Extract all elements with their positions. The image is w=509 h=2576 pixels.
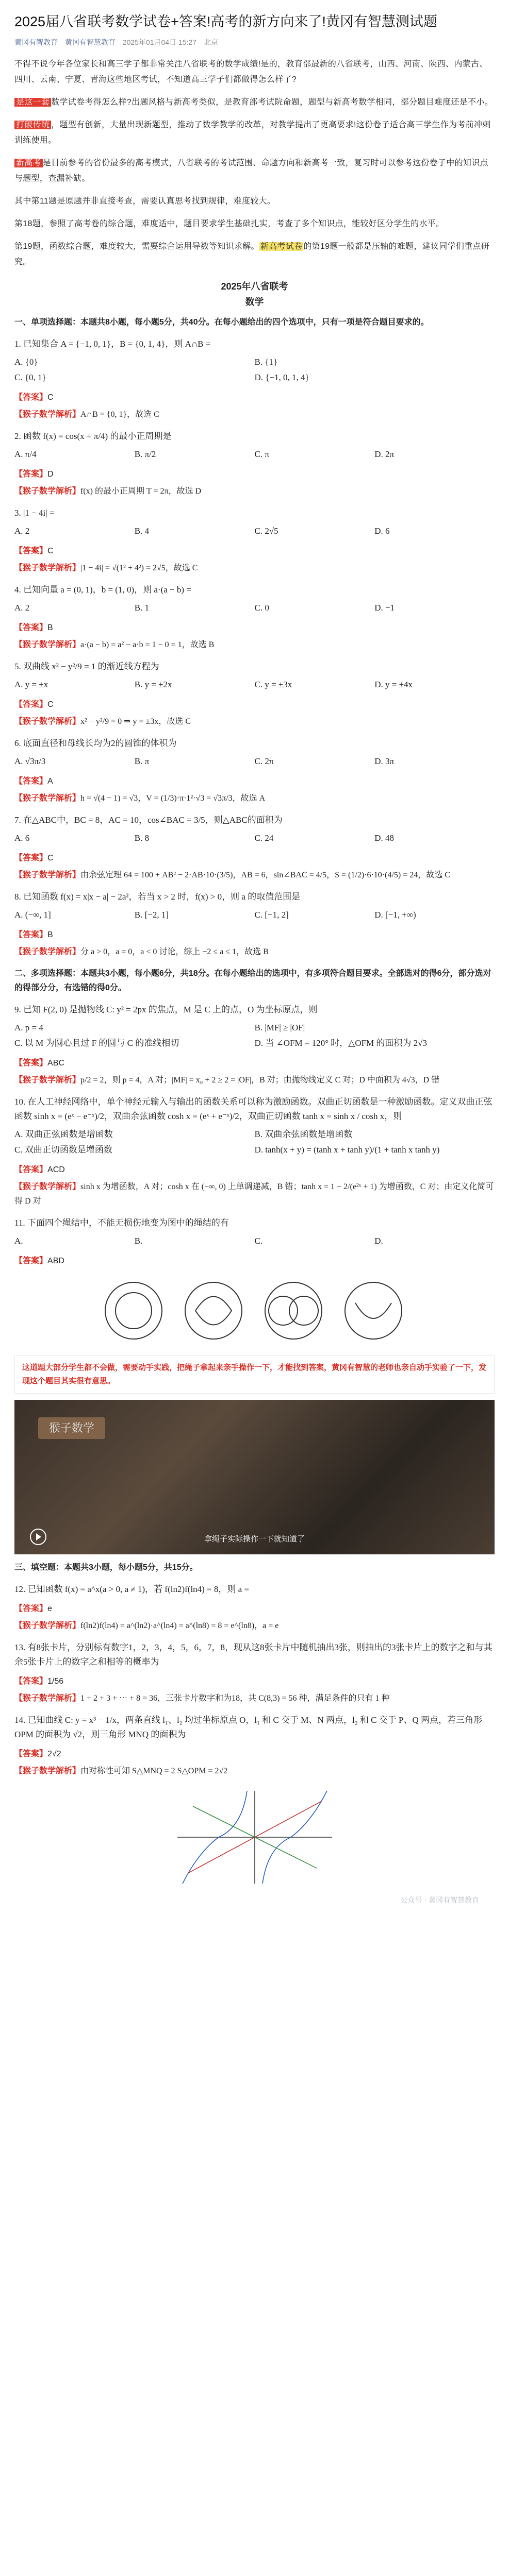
analysis-label: 【猴子数学解析】 <box>14 1767 81 1775</box>
analysis-label: 【猴子数学解析】 <box>14 487 81 496</box>
answer-line <box>14 774 495 786</box>
analysis-label: 【猴子数学解析】 <box>14 1076 81 1084</box>
question-options <box>14 907 495 923</box>
analysis-label: 【猴子数学解析】 <box>14 640 81 649</box>
answer-line <box>14 1056 495 1068</box>
answer-value: C <box>47 393 54 402</box>
analysis-line <box>14 484 495 499</box>
option-item: A. √3π/3 <box>14 756 46 766</box>
analysis-line <box>14 945 495 959</box>
publish-location: 北京 <box>203 38 218 46</box>
option-item: B. {1} <box>254 357 278 367</box>
answer-line <box>14 1163 495 1175</box>
analysis-text: sinh x 为增函数，A 对；cosh x 在 (−∞, 0) 上单调递减，B 错；tanh x = 1 − 2/(e²ˣ + 1) 为增函数，C 对；由定义化简可得 D 对 <box>14 1182 494 1206</box>
question-stem: 2. 函数 f(x) = cos(x + π/4) 的最小正周期是 <box>14 431 172 441</box>
option-item: C. 24 <box>254 833 274 843</box>
option-item: A. y = ±x <box>14 680 48 689</box>
analysis-line <box>14 638 495 652</box>
option-item: A. <box>14 1236 23 1246</box>
option-item: C. <box>254 1236 263 1246</box>
option-item: C. {0, 1} <box>14 372 46 382</box>
question-block <box>14 659 495 729</box>
option-item: A. π/4 <box>14 449 37 459</box>
answer-value: C <box>47 547 54 555</box>
answer-line <box>14 928 495 940</box>
analysis-label: 【猴子数学解析】 <box>14 410 81 419</box>
answer-label: 【答案】 <box>14 1750 48 1758</box>
option-item: C. 0 <box>254 603 269 613</box>
analysis-label: 【猴子数学解析】 <box>14 1694 81 1703</box>
analysis-label: 【猴子数学解析】 <box>14 717 81 726</box>
question-block <box>14 337 495 422</box>
analysis-text: 1 + 2 + 3 + ⋯ + 8 = 36，三张卡片数字和为18，共 C(8,3) = 56 种，满足条件的只有 1 种 <box>80 1694 390 1703</box>
highlight: 打破传统 <box>14 121 51 129</box>
option-item: D. −1 <box>374 603 395 613</box>
watermark: 公众号 · 黄冈有智慧教育 <box>400 1896 479 1904</box>
analysis-label: 【猴子数学解析】 <box>14 871 81 879</box>
analysis-label: 【猴子数学解析】 <box>14 1182 81 1191</box>
answer-value: 1/56 <box>47 1677 64 1686</box>
question-stem: 5. 双曲线 x² − y²/9 = 1 的渐近线方程为 <box>14 662 159 671</box>
question-block <box>14 1582 495 1633</box>
answer-line <box>14 391 495 402</box>
question-options <box>14 677 495 692</box>
question-options <box>14 831 495 846</box>
question-block <box>14 890 495 959</box>
question-list-multi <box>14 1003 495 1266</box>
intro-paragraph: 是这一套 数学试卷考得怎么样?出题风格与新高考类似，是教育部考试院命题，题型与新高考数学相同，部分题目难度还是不小。 <box>14 95 495 110</box>
option-item: C. 双曲正切函数是增函数 <box>14 1145 112 1155</box>
answer-value: C <box>47 854 54 862</box>
analysis-line <box>14 1764 495 1778</box>
analysis-text: f(x) 的最小正周期 T = 2π，故选 D <box>80 487 202 496</box>
answer-label: 【答案】 <box>14 470 48 479</box>
question-options <box>14 523 495 539</box>
analysis-line <box>14 715 495 729</box>
question-options <box>14 447 495 462</box>
question-options <box>14 1127 495 1158</box>
answer-label: 【答案】 <box>14 1604 48 1613</box>
analysis-text: x² − y²/9 = 0 ⇒ y = ±3x，故选 C <box>80 717 191 726</box>
question-block <box>14 1003 495 1088</box>
option-item: B. 1 <box>134 603 150 613</box>
option-item: C. π <box>254 449 269 459</box>
option-item: B. π <box>134 756 150 766</box>
question-block <box>14 1095 495 1209</box>
question-block <box>14 506 495 575</box>
intro-paragraph: 打破传统 ，题型有创新，大量出现新题型，推动了数学教学的改革，对教学提出了更高要求!这份卷子适合高三学生作为考前冲刺训练使用。 <box>14 121 491 145</box>
option-item: A. (−∞, 1] <box>14 910 51 920</box>
intro-paragraph: 第19题，函数综合题，难度较大，需要综合运用导数等知识求解。 新高考试卷 的第19题一般都是压轴的难题，建议同学们重点研究。 <box>14 242 490 266</box>
analysis-text: 由对称性可知 S△MNQ = 2 S△OPM = 2√2 <box>80 1767 228 1775</box>
question-stem: 14. 已知曲线 C: y = x³ − 1/x，两条直线 l₁、l₂ 均过坐标原点 O，l₁ 和 C 交于 M、N 两点，l₂ 和 C 交于 P、Q 两点，若三角形 OPM 的面积为 √2，则三角形 MNQ 的面积为 <box>14 1715 482 1739</box>
analysis-line <box>14 791 495 806</box>
option-item: D. 48 <box>374 833 395 843</box>
question-block <box>14 813 495 883</box>
option-item: A. 2 <box>14 603 30 613</box>
analysis-note: 这道题大部分学生都不会做，需要动手实践，把绳子拿起来亲手操作一下，才能找到答案，黄冈有智慧的老师也亲自动手实验了一下，发现这个题目其实很有意思。 <box>14 1355 495 1394</box>
option-item: B. 4 <box>134 526 150 536</box>
article-title: 2025届八省联考数学试卷+答案!高考的新方向来了!黄冈有智慧测试题 <box>14 14 437 29</box>
answer-label: 【答案】 <box>14 393 48 402</box>
option-item: D. <box>374 1236 383 1246</box>
question-options <box>14 754 495 769</box>
option-item: B. 8 <box>134 833 150 843</box>
exam-title: 2025年八省联考 <box>221 281 288 292</box>
analysis-line <box>14 1691 495 1706</box>
option-item: B. 双曲余弦函数是增函数 <box>254 1129 353 1139</box>
answer-line <box>14 1254 495 1266</box>
analysis-line <box>14 1180 495 1209</box>
publisher-link[interactable]: 黄冈有智慧教育 <box>64 38 116 46</box>
answer-label: 【答案】 <box>14 1677 48 1686</box>
question-stem: 10. 在人工神经网络中，单个神经元输入与输出的函数关系可以称为激励函数。双曲正切函数是一种激励函数。定义双曲正弦函数 sinh x = (eˣ − e⁻ˣ)/2，双曲余弦函数 cosh x = (eˣ + e⁻ˣ)/2，双曲正切函数 tanh x = sinh x / cosh x，则 <box>14 1097 492 1121</box>
answer-line <box>14 851 495 863</box>
analysis-text: f(ln2)f(ln4) = a^(ln2)·a^(ln4) = a^(ln8) = 8 = e^(ln8)，a = e <box>80 1621 279 1630</box>
answer-label: 【答案】 <box>14 700 48 709</box>
answer-line <box>14 698 495 709</box>
option-item: D. 2π <box>374 449 395 459</box>
question-stem: 4. 已知向量 a = (0, 1)，b = (1, 0)，则 a·(a − b) = <box>14 585 191 595</box>
curve-diagram <box>172 1786 337 1889</box>
option-item: C. y = ±3x <box>254 680 292 689</box>
option-item: A. 6 <box>14 833 30 843</box>
answer-label: 【答案】 <box>14 777 48 786</box>
answer-label: 【答案】 <box>14 1059 48 1067</box>
question-options <box>14 354 495 385</box>
article-meta <box>14 37 495 47</box>
option-item: B. <box>134 1236 143 1246</box>
intro-paragraph: 第18题，参照了高考卷的综合题，难度适中，题目要求学生基础扎实，考查了多个知识点，能较好区分学生的水平。 <box>14 219 445 228</box>
option-item: D. [−1, +∞) <box>374 910 416 920</box>
analysis-line <box>14 408 495 422</box>
question-stem: 7. 在△ABC中，BC = 8，AC = 10，cos∠BAC = 3/5，则△ABC的面积为 <box>14 815 283 825</box>
answer-value: B <box>47 930 53 939</box>
option-item: D. {−1, 0, 1, 4} <box>254 372 309 382</box>
option-item: A. p = 4 <box>14 1023 43 1032</box>
analysis-text: 分 a > 0，a = 0，a < 0 讨论，综上 −2 ≤ a ≤ 1，故选 B <box>80 947 269 956</box>
answer-value: A <box>47 777 53 786</box>
option-item: A. 双曲正弦函数是增函数 <box>14 1129 113 1139</box>
answer-value: ABC <box>47 1059 64 1067</box>
option-item: A. {0} <box>14 357 38 367</box>
section-heading: 三、填空题：本题共3小题，每小题5分，共15分。 <box>14 1563 198 1572</box>
analysis-label: 【猴子数学解析】 <box>14 794 81 803</box>
analysis-line <box>14 868 495 883</box>
answer-value: B <box>47 623 53 632</box>
analysis-text: p/2 = 2，则 p = 4，A 对；|MF| = x₀ + 2 ≥ 2 = |OF|，B 对；由抛物线定义 C 对；D 中面积为 4√3，D 错 <box>80 1076 440 1084</box>
publish-date: 2025年01月04日 15:27 <box>122 38 196 46</box>
question-list-fill <box>14 1582 495 1778</box>
analysis-label: 【猴子数学解析】 <box>14 564 81 572</box>
option-item: D. tanh(x + y) = (tanh x + tanh y)/(1 + tanh x tanh y) <box>254 1145 440 1155</box>
option-item: A. 2 <box>14 526 30 536</box>
question-stem: 9. 已知 F(2, 0) 是抛物线 C: y² = 2px 的焦点，M 是 C 上的点，O 为坐标原点，则 <box>14 1005 318 1014</box>
highlight: 新高考试卷 <box>260 242 303 251</box>
author-link[interactable]: 黄冈有智教育 <box>14 38 58 46</box>
option-item: C. [−1, 2] <box>254 910 289 920</box>
analysis-line <box>14 1619 495 1633</box>
option-item: B. [−2, 1] <box>134 910 169 920</box>
answer-label: 【答案】 <box>14 1257 48 1265</box>
answer-line <box>14 467 495 479</box>
answer-value: C <box>47 700 54 709</box>
answer-line <box>14 1602 495 1614</box>
question-stem: 3. |1 − 4i| = <box>14 508 55 518</box>
question-block <box>14 1640 495 1706</box>
answer-label: 【答案】 <box>14 1165 48 1174</box>
analysis-text: 由余弦定理 64 = 100 + AB² − 2·AB·10·(3/5)，AB = 6，sin∠BAC = 4/5，S = (1/2)·6·10·(4/5) = 24，故选 C <box>80 871 450 879</box>
analysis-text: a·(a − b) = a² − a·b = 1 − 0 = 1，故选 B <box>80 640 215 649</box>
option-item: B. π/2 <box>134 449 156 459</box>
highlight: 是这一套 <box>14 98 51 107</box>
video-badge: 猴子数学 <box>38 1417 105 1439</box>
section-heading: 二、多项选择题：本题共3小题，每小题6分，共18分。在每小题给出的选项中，有多项符合题目要求。全部选对的得6分，部分选对的得部分分，有选错的得0分。 <box>14 969 491 992</box>
knot-diagram <box>95 1272 415 1349</box>
question-block <box>14 1216 495 1266</box>
answer-label: 【答案】 <box>14 547 48 555</box>
question-stem: 6. 底面直径和母线长均为2的圆锥的体积为 <box>14 738 177 748</box>
exam-subject: 数学 <box>245 297 264 307</box>
question-block <box>14 583 495 652</box>
question-block <box>14 1713 495 1778</box>
option-item: C. 以 M 为圆心且过 F 的圆与 C 的准线相切 <box>14 1038 179 1048</box>
question-stem: 12. 已知函数 f(x) = a^x(a > 0, a ≠ 1)，若 f(ln2)f(ln4) = 8，则 a = <box>14 1584 250 1594</box>
question-block <box>14 429 495 499</box>
question-stem: 13. 有8张卡片，分别标有数字1，2，3，4，5，6，7，8，现从这8张卡片中随机抽出3张，则抽出的3张卡片上的数字之和与其余5张卡片上的数字之和相等的概率为 <box>14 1642 492 1667</box>
option-item: B. y = ±2x <box>134 680 172 689</box>
answer-value: 2√2 <box>47 1750 61 1758</box>
answer-value: D <box>47 470 54 479</box>
answer-line <box>14 1747 495 1759</box>
question-block <box>14 736 495 806</box>
video-player[interactable] <box>14 1400 495 1554</box>
analysis-text: |1 − 4i| = √(1² + 4²) = 2√5，故选 C <box>80 564 198 572</box>
video-caption: 拿绳子实际操作一下就知道了 <box>204 1535 305 1544</box>
analysis-label: 【猴子数学解析】 <box>14 1621 81 1630</box>
answer-label: 【答案】 <box>14 854 48 862</box>
question-options <box>14 1020 495 1051</box>
option-item: D. 6 <box>374 526 390 536</box>
question-stem: 11. 下面四个绳结中，不能无损伤地变为图中的绳结的有 <box>14 1218 229 1228</box>
option-item: C. 2π <box>254 756 274 766</box>
analysis-text: h = √(4 − 1) = √3，V = (1/3)·π·1²·√3 = √3π/3，故选 A <box>80 794 266 803</box>
answer-line <box>14 621 495 633</box>
knot-figure <box>14 1272 495 1349</box>
answer-line <box>14 544 495 556</box>
answer-label: 【答案】 <box>14 930 48 939</box>
question-options <box>14 600 495 616</box>
section-heading: 一、单项选择题：本题共8小题，每小题5分，共40分。在每小题给出的四个选项中，只有一项是符合题目要求的。 <box>14 318 429 327</box>
answer-value: ABD <box>47 1257 64 1265</box>
analysis-label: 【猴子数学解析】 <box>14 947 81 956</box>
intro-paragraph: 新高考 是目前参考的省份最多的高考模式，八省联考的考试范围、命题方向和新高考一致，复习时可以参考这份卷子中的知识点与题型，查漏补缺。 <box>14 159 488 183</box>
question-stem: 8. 已知函数 f(x) = x|x − a| − 2a²，若当 x > 2 时，f(x) > 0，则 a 的取值范围是 <box>14 892 301 902</box>
question-stem: 1. 已知集合 A = {−1, 0, 1}，B = {0, 1, 4}，则 A∩B = <box>14 339 211 349</box>
intro-paragraph: 不得不说今年各位家长和高三学子都非常关注八省联考的数学成绩!是的，教育部最新的八省联考，山西、河南、陕西、内蒙古、四川、云南、宁夏、青海这些地区考试，不知道高三学子们都做得怎么样了? <box>14 60 488 84</box>
option-item: B. |MF| ≥ |OF| <box>254 1023 305 1032</box>
question-list-single <box>14 337 495 959</box>
analysis-text: A∩B = {0, 1}，故选 C <box>80 410 159 419</box>
option-item: D. 3π <box>374 756 395 766</box>
answer-value: e <box>47 1604 52 1613</box>
option-item: C. 2√5 <box>254 526 278 536</box>
answer-label: 【答案】 <box>14 623 48 632</box>
analysis-line <box>14 561 495 575</box>
option-item: D. y = ±4x <box>374 680 413 689</box>
option-item: D. 当 ∠OFM = 120° 时，△OFM 的面积为 2√3 <box>254 1038 428 1048</box>
article-intro <box>14 57 495 270</box>
highlight: 新高考 <box>14 159 43 167</box>
answer-value: ACD <box>47 1165 65 1174</box>
question-options <box>14 1233 495 1249</box>
analysis-line <box>14 1073 495 1088</box>
answer-line <box>14 1674 495 1686</box>
curve-figure <box>14 1786 495 1889</box>
intro-paragraph: 其中第11题是原题并非直接考查，需要认真思考找到规律，难度较大。 <box>14 197 276 206</box>
